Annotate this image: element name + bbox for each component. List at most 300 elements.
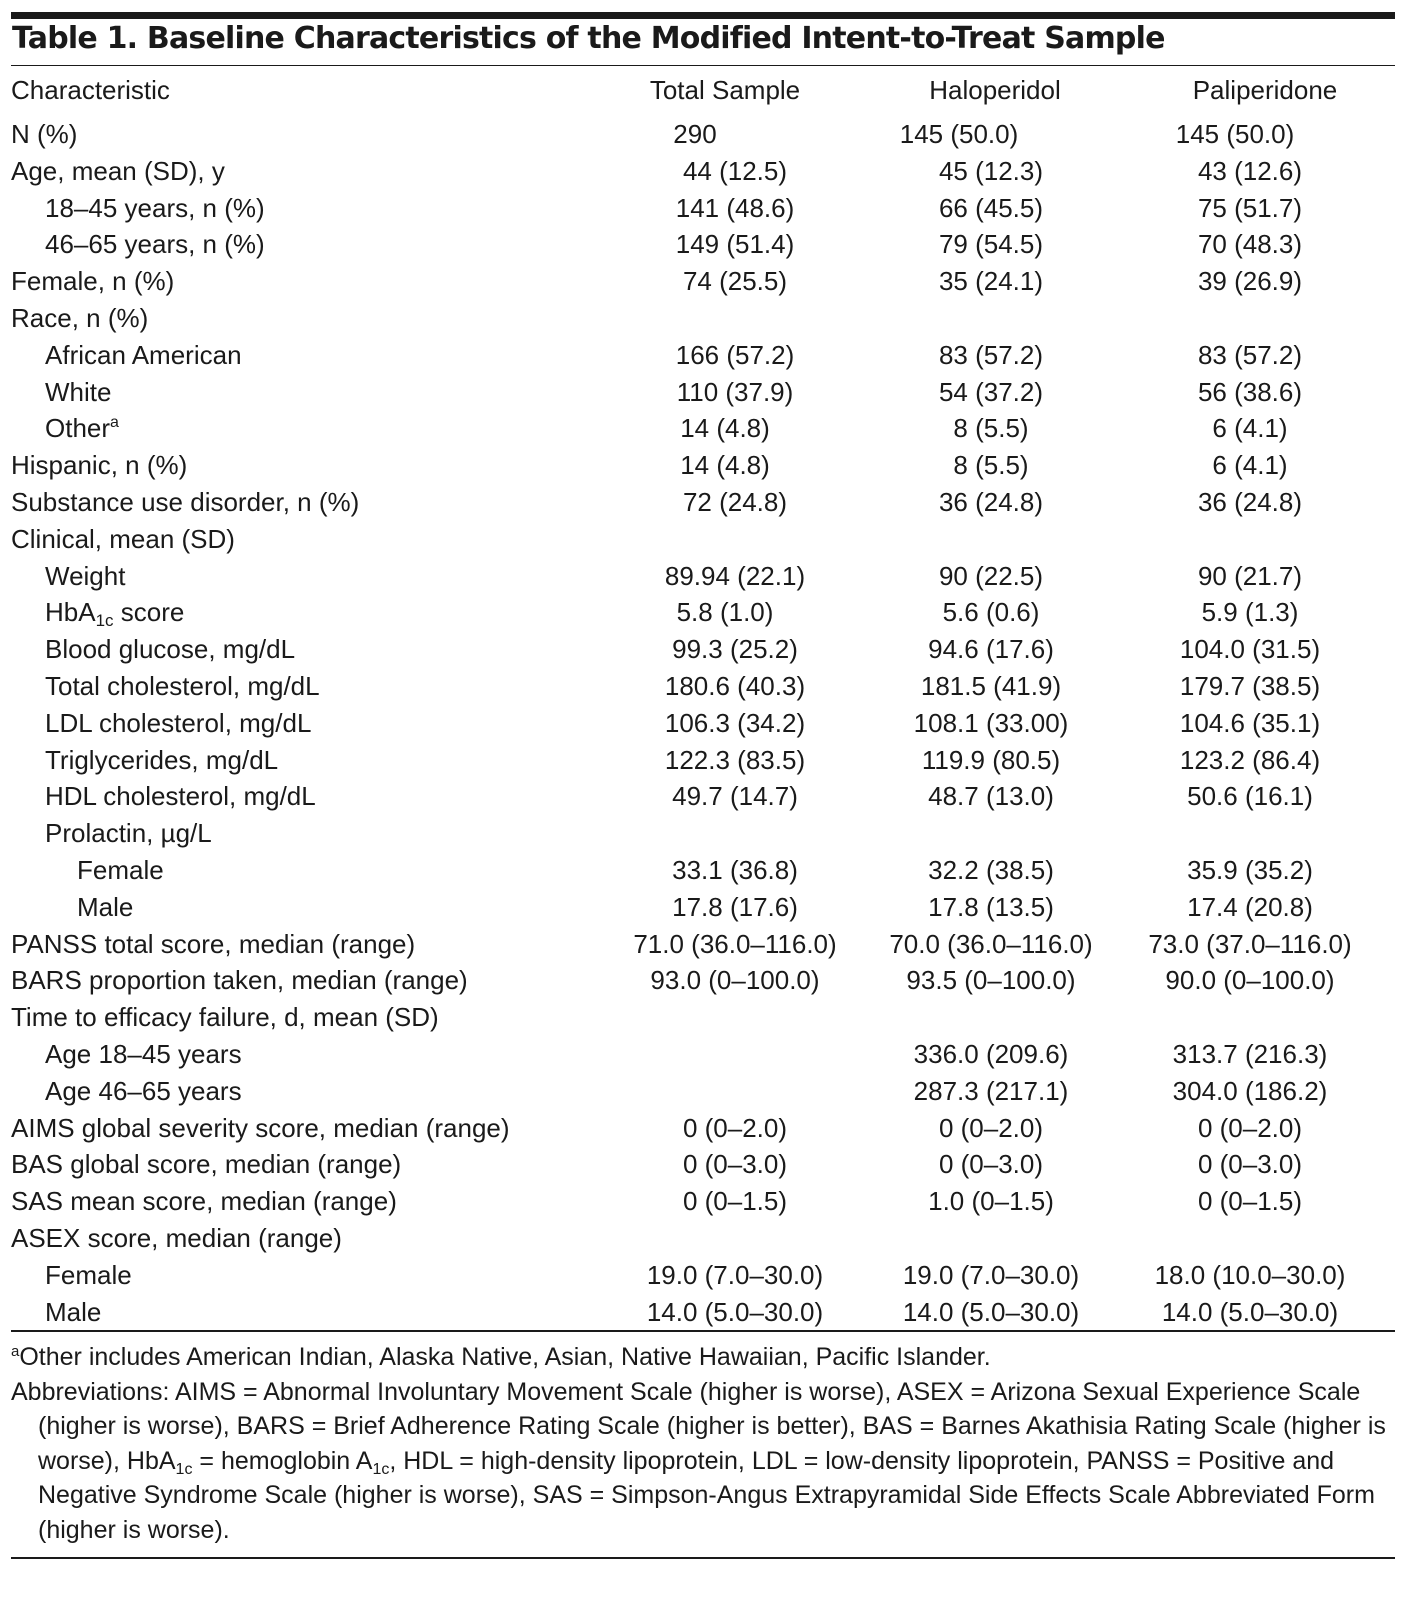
cell-total bbox=[595, 742, 855, 779]
cell-value: 43 (12.6) bbox=[1197, 155, 1303, 186]
cell-value: 71.0 (36.0–116.0) bbox=[633, 928, 837, 959]
row-label bbox=[11, 374, 595, 411]
cell-value: 180.6 (40.3) bbox=[664, 670, 806, 701]
cell-total bbox=[595, 1257, 855, 1294]
cell-pali bbox=[1135, 1294, 1395, 1331]
header-row bbox=[11, 66, 1395, 114]
cell-pali bbox=[1135, 300, 1395, 337]
cell-total bbox=[595, 226, 855, 263]
cell-total bbox=[595, 1110, 855, 1147]
cell-total bbox=[595, 1294, 855, 1331]
row-label bbox=[11, 263, 595, 300]
label-text: Age 18–45 years bbox=[45, 1038, 242, 1069]
cell-value: 94.6 (17.6) bbox=[928, 634, 1054, 665]
table-row bbox=[11, 300, 1395, 337]
row-label bbox=[11, 999, 595, 1036]
table-row bbox=[11, 153, 1395, 190]
col-header-total: Total Sample bbox=[649, 75, 801, 105]
label-text: score bbox=[113, 597, 185, 628]
cell-value: 14 (4.8) bbox=[680, 413, 770, 444]
table-row bbox=[11, 594, 1395, 631]
row-label bbox=[11, 1294, 595, 1331]
cell-halo bbox=[855, 1294, 1135, 1331]
cell-value: 14.0 (5.0–30.0) bbox=[902, 1296, 1080, 1327]
cell-pali bbox=[1135, 263, 1395, 300]
label-text: HbA bbox=[45, 597, 96, 628]
row-label bbox=[11, 705, 595, 742]
cell-value: 54 (37.2) bbox=[938, 376, 1044, 407]
cell-pali bbox=[1135, 114, 1395, 153]
cell-value: 17.8 (17.6) bbox=[672, 891, 798, 922]
cell-pali bbox=[1135, 484, 1395, 521]
row-label bbox=[11, 447, 595, 484]
label-text: Age 46–65 years bbox=[45, 1075, 242, 1106]
cell-total bbox=[595, 1073, 855, 1110]
cell-pali bbox=[1135, 447, 1395, 484]
label-text: Hispanic, n (%) bbox=[11, 450, 188, 481]
table-row bbox=[11, 337, 1395, 374]
table-row bbox=[11, 815, 1395, 852]
cell-pali bbox=[1135, 705, 1395, 742]
table-row bbox=[11, 889, 1395, 926]
cell-value: 48.7 (13.0) bbox=[928, 781, 1054, 812]
top-border bbox=[11, 12, 1395, 19]
abbrev-text-1: Abbreviations: AIMS = Abnormal Involuntary Movement Scale (higher is worse), ASEX = Arizona Sexual Experience Scale (higher is worse), BARS = Brief Adherence Rating Scale (higher is better), BAS = Barnes Akathisia Rating Scale (higher is worse), HbA bbox=[11, 1377, 1386, 1475]
cell-value: 79 (54.5) bbox=[938, 229, 1044, 260]
table-row bbox=[11, 521, 1395, 558]
label-text: AIMS global severity score, median (range) bbox=[11, 1112, 510, 1143]
cell-value: 0 (0–1.5) bbox=[1197, 1186, 1303, 1217]
label-text: White bbox=[45, 376, 112, 407]
table-bottom-rule bbox=[11, 1330, 1395, 1332]
cell-total bbox=[595, 999, 855, 1036]
cell-value: 123.2 (86.4) bbox=[1179, 744, 1321, 775]
table-row bbox=[11, 1257, 1395, 1294]
table-row bbox=[11, 742, 1395, 779]
cell-halo bbox=[855, 374, 1135, 411]
cell-value: 8 (5.5) bbox=[953, 413, 1029, 444]
row-label bbox=[11, 226, 595, 263]
cell-total bbox=[595, 889, 855, 926]
label-text: N (%) bbox=[11, 119, 78, 149]
cell-value: 70.0 (36.0–116.0) bbox=[889, 928, 1093, 959]
label-text: Female bbox=[45, 1259, 132, 1290]
table-row bbox=[11, 1146, 1395, 1183]
cell-value: 36 (24.8) bbox=[938, 486, 1044, 517]
cell-pali bbox=[1135, 999, 1395, 1036]
cell-value: 90.0 (0–100.0) bbox=[1165, 965, 1335, 996]
cell-value: 70 (48.3) bbox=[1197, 229, 1303, 260]
label-text: 46–65 years, n (%) bbox=[45, 229, 265, 260]
footnote-a bbox=[11, 1340, 1395, 1375]
cell-value: 14.0 (5.0–30.0) bbox=[646, 1296, 824, 1327]
cell-halo bbox=[855, 558, 1135, 595]
row-label bbox=[11, 742, 595, 779]
cell-total bbox=[595, 263, 855, 300]
cell-halo bbox=[855, 263, 1135, 300]
cell-total bbox=[595, 778, 855, 815]
cell-pali bbox=[1135, 668, 1395, 705]
label-subscript: 1c bbox=[95, 611, 114, 631]
cell-halo bbox=[855, 926, 1135, 963]
table-row bbox=[11, 374, 1395, 411]
cell-total bbox=[595, 374, 855, 411]
cell-value: 0 (0–3.0) bbox=[1197, 1149, 1303, 1180]
cell-total bbox=[595, 1220, 855, 1257]
cell-total bbox=[595, 852, 855, 889]
cell-total bbox=[595, 668, 855, 705]
cell-pali bbox=[1135, 558, 1395, 595]
cell-total bbox=[595, 594, 855, 631]
cell-value: 32.2 (38.5) bbox=[928, 854, 1054, 885]
cell-halo bbox=[855, 226, 1135, 263]
label-text: Prolactin, µg/L bbox=[45, 818, 212, 849]
cell-value: 287.3 (217.1) bbox=[913, 1075, 1069, 1106]
row-label bbox=[11, 558, 595, 595]
label-text: Male bbox=[77, 891, 134, 922]
cell-value: 99.3 (25.2) bbox=[672, 634, 798, 665]
cell-value: 14.0 (5.0–30.0) bbox=[1161, 1296, 1339, 1327]
cell-halo bbox=[855, 852, 1135, 889]
cell-halo bbox=[855, 410, 1135, 447]
cell-pali bbox=[1135, 742, 1395, 779]
label-text: Female, n (%) bbox=[11, 266, 175, 297]
col-header-characteristic: Characteristic bbox=[11, 75, 170, 105]
cell-pali bbox=[1135, 962, 1395, 999]
table-row bbox=[11, 263, 1395, 300]
table-row bbox=[11, 668, 1395, 705]
cell-total bbox=[595, 153, 855, 190]
row-label bbox=[11, 410, 595, 447]
label-text: Time to efficacy failure, d, mean (SD) bbox=[11, 1002, 439, 1033]
cell-value: 0 (0–3.0) bbox=[682, 1149, 788, 1180]
cell-total bbox=[595, 1183, 855, 1220]
cell-value: 14 (4.8) bbox=[680, 450, 770, 481]
footnote-a-text: Other includes American Indian, Alaska Native, Asian, Native Hawaiian, Pacific Islander. bbox=[19, 1343, 991, 1372]
cell-pali bbox=[1135, 521, 1395, 558]
cell-pali bbox=[1135, 1073, 1395, 1110]
label-text: Male bbox=[45, 1296, 102, 1327]
cell-halo bbox=[855, 447, 1135, 484]
abbrev-text-3: , HDL = high-density lipoprotein, LDL = low-density lipoprotein, PANSS = Positive and Negative Syndrome Scale (higher is worse), SAS = Simpson-Angus Extrapyramidal Side Effects Scale Abbreviated Form (higher is worse). bbox=[38, 1446, 1375, 1544]
cell-value: 73.0 (37.0–116.0) bbox=[1148, 928, 1352, 959]
cell-value: 145 (50.0) bbox=[899, 119, 1019, 149]
table-row bbox=[11, 447, 1395, 484]
cell-pali bbox=[1135, 374, 1395, 411]
cell-total bbox=[595, 962, 855, 999]
table-row bbox=[11, 1073, 1395, 1110]
row-label bbox=[11, 962, 595, 999]
row-label bbox=[11, 300, 595, 337]
row-label bbox=[11, 778, 595, 815]
table-row bbox=[11, 999, 1395, 1036]
abbrev-sub-1: 1c bbox=[175, 1460, 193, 1478]
cell-value: 104.0 (31.5) bbox=[1179, 634, 1321, 665]
cell-halo bbox=[855, 1146, 1135, 1183]
table-row bbox=[11, 1036, 1395, 1073]
row-label bbox=[11, 631, 595, 668]
label-text: Female bbox=[77, 854, 164, 885]
cell-value: 110 (37.9) bbox=[676, 376, 794, 407]
table-title: Table 1. Baseline Characteristics of the Modified Intent-to-Treat Sample bbox=[12, 21, 1165, 56]
cell-total bbox=[595, 1146, 855, 1183]
label-text: BARS proportion taken, median (range) bbox=[11, 965, 468, 996]
cell-value: 19.0 (7.0–30.0) bbox=[902, 1259, 1080, 1290]
row-label bbox=[11, 1110, 595, 1147]
table-row bbox=[11, 962, 1395, 999]
cell-value: 17.4 (20.8) bbox=[1187, 891, 1313, 922]
cell-value: 108.1 (33.00) bbox=[913, 707, 1069, 738]
label-text: HDL cholesterol, mg/dL bbox=[45, 781, 316, 812]
label-text: Clinical, mean (SD) bbox=[11, 523, 235, 554]
row-label bbox=[11, 852, 595, 889]
table-row bbox=[11, 226, 1395, 263]
cell-value: 44 (12.5) bbox=[682, 155, 788, 186]
end-rule bbox=[11, 1557, 1395, 1559]
cell-pali bbox=[1135, 1220, 1395, 1257]
row-label bbox=[11, 114, 595, 153]
table-row bbox=[11, 631, 1395, 668]
col-header-paliperidone: Paliperidone bbox=[1192, 75, 1338, 105]
cell-halo bbox=[855, 153, 1135, 190]
label-text: Blood glucose, mg/dL bbox=[45, 634, 296, 665]
cell-value: 93.0 (0–100.0) bbox=[650, 965, 820, 996]
cell-pali bbox=[1135, 153, 1395, 190]
table-row bbox=[11, 778, 1395, 815]
cell-value: 0 (0–1.5) bbox=[682, 1186, 788, 1217]
cell-total bbox=[595, 631, 855, 668]
cell-value: 72 (24.8) bbox=[682, 486, 788, 517]
abbreviations-note bbox=[11, 1375, 1395, 1548]
row-label bbox=[11, 337, 595, 374]
cell-halo bbox=[855, 484, 1135, 521]
row-label bbox=[11, 484, 595, 521]
cell-halo bbox=[855, 705, 1135, 742]
cell-total bbox=[595, 114, 855, 153]
cell-value: 6 (4.1) bbox=[1212, 450, 1288, 481]
label-text: 18–45 years, n (%) bbox=[45, 192, 265, 223]
label-text: Age, mean (SD), y bbox=[11, 155, 225, 186]
table-row bbox=[11, 1110, 1395, 1147]
cell-total bbox=[595, 447, 855, 484]
cell-halo bbox=[855, 300, 1135, 337]
cell-halo bbox=[855, 114, 1135, 153]
cell-pali bbox=[1135, 594, 1395, 631]
cell-value: 5.9 (1.3) bbox=[1201, 597, 1299, 628]
cell-value: 0 (0–2.0) bbox=[1197, 1112, 1303, 1143]
table-row bbox=[11, 484, 1395, 521]
cell-total bbox=[595, 815, 855, 852]
cell-value: 17.8 (13.5) bbox=[928, 891, 1054, 922]
label-text: SAS mean score, median (range) bbox=[11, 1186, 397, 1217]
cell-pali bbox=[1135, 337, 1395, 374]
table-row bbox=[11, 1220, 1395, 1257]
cell-value: 66 (45.5) bbox=[938, 192, 1044, 223]
cell-value: 39 (26.9) bbox=[1197, 266, 1303, 297]
cell-value: 89.94 (22.1) bbox=[664, 560, 806, 591]
cell-halo bbox=[855, 962, 1135, 999]
row-label bbox=[11, 926, 595, 963]
cell-halo bbox=[855, 1073, 1135, 1110]
cell-value: 104.6 (35.1) bbox=[1179, 707, 1321, 738]
cell-halo bbox=[855, 999, 1135, 1036]
cell-value: 83 (57.2) bbox=[1197, 339, 1303, 370]
cell-halo bbox=[855, 337, 1135, 374]
cell-pali bbox=[1135, 852, 1395, 889]
cell-total bbox=[595, 337, 855, 374]
row-label bbox=[11, 153, 595, 190]
cell-value: 6 (4.1) bbox=[1212, 413, 1288, 444]
cell-value: 106.3 (34.2) bbox=[664, 707, 806, 738]
label-text: ASEX score, median (range) bbox=[11, 1222, 342, 1253]
cell-value: 336.0 (209.6) bbox=[913, 1038, 1069, 1069]
row-label bbox=[11, 668, 595, 705]
cell-pali bbox=[1135, 1036, 1395, 1073]
baseline-table bbox=[11, 66, 1395, 1330]
cell-pali bbox=[1135, 926, 1395, 963]
cell-pali bbox=[1135, 1257, 1395, 1294]
abbrev-text-2: = hemoglobin A bbox=[192, 1446, 373, 1475]
cell-value: 36 (24.8) bbox=[1197, 486, 1303, 517]
cell-value: 0 (0–3.0) bbox=[938, 1149, 1044, 1180]
row-label bbox=[11, 521, 595, 558]
cell-value: 149 (51.4) bbox=[675, 229, 795, 260]
cell-pali bbox=[1135, 778, 1395, 815]
cell-total bbox=[595, 705, 855, 742]
cell-value: 1.0 (0–1.5) bbox=[928, 1186, 1054, 1217]
row-label bbox=[11, 1073, 595, 1110]
cell-value: 49.7 (14.7) bbox=[672, 781, 798, 812]
cell-value: 0 (0–2.0) bbox=[938, 1112, 1044, 1143]
cell-pali bbox=[1135, 631, 1395, 668]
cell-value: 90 (22.5) bbox=[938, 560, 1044, 591]
cell-value: 5.8 (1.0) bbox=[676, 597, 774, 628]
cell-value: 181.5 (41.9) bbox=[920, 670, 1062, 701]
label-text: African American bbox=[45, 339, 242, 370]
cell-pali bbox=[1135, 1110, 1395, 1147]
cell-pali bbox=[1135, 1146, 1395, 1183]
abbrev-sub-2: 1c bbox=[372, 1460, 390, 1478]
cell-halo bbox=[855, 889, 1135, 926]
cell-value: 5.6 (0.6) bbox=[942, 597, 1040, 628]
row-label bbox=[11, 889, 595, 926]
table-row bbox=[11, 852, 1395, 889]
label-text: LDL cholesterol, mg/dL bbox=[45, 707, 312, 738]
label-text: Other bbox=[45, 413, 111, 444]
cell-value: 93.5 (0–100.0) bbox=[906, 965, 1076, 996]
cell-value: 0 (0–2.0) bbox=[682, 1112, 788, 1143]
cell-halo bbox=[855, 1257, 1135, 1294]
cell-value: 313.7 (216.3) bbox=[1172, 1038, 1328, 1069]
footnote-marker: a bbox=[110, 414, 119, 432]
table-row bbox=[11, 190, 1395, 227]
label-text: Total cholesterol, mg/dL bbox=[45, 670, 320, 701]
table-row bbox=[11, 1183, 1395, 1220]
cell-halo bbox=[855, 815, 1135, 852]
label-text: Triglycerides, mg/dL bbox=[45, 744, 279, 775]
row-label bbox=[11, 1257, 595, 1294]
table-body bbox=[11, 114, 1395, 1330]
row-label bbox=[11, 1036, 595, 1073]
table-figure bbox=[11, 12, 1395, 1559]
cell-value: 8 (5.5) bbox=[953, 450, 1029, 481]
cell-value: 304.0 (186.2) bbox=[1172, 1075, 1328, 1106]
row-label bbox=[11, 1183, 595, 1220]
label-text: Race, n (%) bbox=[11, 302, 149, 333]
cell-halo bbox=[855, 631, 1135, 668]
cell-halo bbox=[855, 594, 1135, 631]
table-row bbox=[11, 114, 1395, 153]
cell-value: 45 (12.3) bbox=[938, 155, 1044, 186]
cell-pali bbox=[1135, 815, 1395, 852]
cell-value: 19.0 (7.0–30.0) bbox=[646, 1259, 824, 1290]
row-label bbox=[11, 815, 595, 852]
cell-total bbox=[595, 410, 855, 447]
cell-value: 90 (21.7) bbox=[1197, 560, 1303, 591]
label-text: Substance use disorder, n (%) bbox=[11, 486, 360, 517]
cell-value: 56 (38.6) bbox=[1197, 376, 1303, 407]
cell-value: 74 (25.5) bbox=[682, 266, 788, 297]
label-text: PANSS total score, median (range) bbox=[11, 928, 416, 959]
cell-halo bbox=[855, 778, 1135, 815]
cell-value: 33.1 (36.8) bbox=[672, 854, 798, 885]
row-label bbox=[11, 1146, 595, 1183]
cell-halo bbox=[855, 190, 1135, 227]
cell-halo bbox=[855, 1036, 1135, 1073]
cell-value: 35 (24.1) bbox=[938, 266, 1044, 297]
cell-total bbox=[595, 300, 855, 337]
cell-halo bbox=[855, 1110, 1135, 1147]
cell-halo bbox=[855, 742, 1135, 779]
cell-halo bbox=[855, 1220, 1135, 1257]
cell-value: 141 (48.6) bbox=[675, 192, 795, 223]
cell-value: 50.6 (16.1) bbox=[1187, 781, 1313, 812]
table-row bbox=[11, 705, 1395, 742]
cell-total bbox=[595, 1036, 855, 1073]
table-row bbox=[11, 558, 1395, 595]
cell-value: 119.9 (80.5) bbox=[921, 744, 1061, 775]
footnote-marker: a bbox=[11, 1343, 20, 1361]
row-label bbox=[11, 190, 595, 227]
cell-halo bbox=[855, 668, 1135, 705]
cell-total bbox=[595, 558, 855, 595]
cell-value: 35.9 (35.2) bbox=[1187, 854, 1313, 885]
cell-pali bbox=[1135, 410, 1395, 447]
cell-pali bbox=[1135, 226, 1395, 263]
cell-halo bbox=[855, 1183, 1135, 1220]
cell-value: 145 (50.0) bbox=[1175, 119, 1295, 149]
cell-total bbox=[595, 926, 855, 963]
cell-halo bbox=[855, 521, 1135, 558]
col-header-haloperidol: Haloperidol bbox=[929, 75, 1061, 105]
footnotes bbox=[11, 1340, 1395, 1547]
cell-pali bbox=[1135, 1183, 1395, 1220]
cell-total bbox=[595, 521, 855, 558]
label-text: Weight bbox=[45, 560, 126, 591]
cell-value: 83 (57.2) bbox=[938, 339, 1044, 370]
label-text: BAS global score, median (range) bbox=[11, 1149, 402, 1180]
cell-value: 122.3 (83.5) bbox=[664, 744, 806, 775]
cell-value: 290 bbox=[673, 119, 717, 149]
row-label bbox=[11, 1220, 595, 1257]
table-row bbox=[11, 410, 1395, 447]
cell-value: 18.0 (10.0–30.0) bbox=[1154, 1259, 1346, 1290]
cell-value: 179.7 (38.5) bbox=[1179, 670, 1321, 701]
cell-pali bbox=[1135, 190, 1395, 227]
table-row bbox=[11, 926, 1395, 963]
cell-value: 75 (51.7) bbox=[1197, 192, 1303, 223]
cell-total bbox=[595, 484, 855, 521]
